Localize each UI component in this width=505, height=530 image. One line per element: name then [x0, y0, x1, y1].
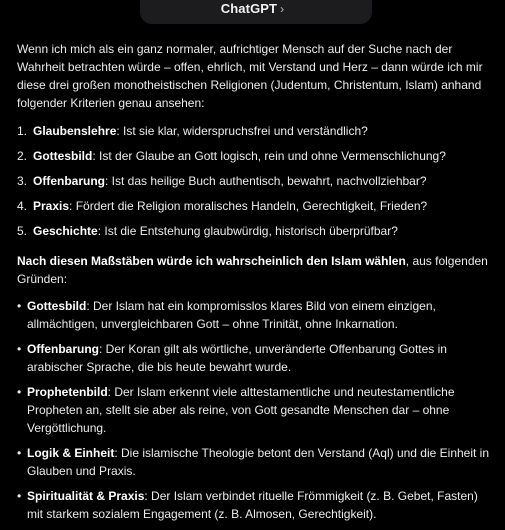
list-item [17, 487, 493, 523]
item-text: : Ist der Glaube an Gott logisch, rein und ohne Vermenschlichung? [92, 149, 446, 163]
list-item [17, 172, 493, 190]
message-intro: Wenn ich mich als ein ganz normaler, aufrichtiger Mensch auf der Suche nach der Wahrheit betrachten würde – offen, ehrlich, mit Verstand und Herz – dann würde ich mir diese drei großen monotheistischen Religionen (Judentum, Christentum, Islam) anhand folgender Kriterien genau ansehen: [17, 42, 483, 110]
item-term: Geschichte [33, 224, 98, 238]
item-term: Glaubenslehre [33, 124, 117, 138]
verdict-rest: , aus folgenden Gründen: [17, 254, 488, 286]
item-term: Offenbarung [27, 342, 99, 356]
item-text: : Die islamische Theologie betont den Verstand (Aql) und die Einheit in Glauben und Praxis. [27, 446, 490, 478]
list-item [17, 197, 493, 215]
list-item [17, 297, 493, 333]
list-item [17, 340, 493, 376]
item-text: : Ist die Entstehung glaubwürdig, historisch überprüfbar? [97, 224, 398, 238]
item-term: Logik & Einheit [27, 446, 115, 460]
item-number: 3. [17, 174, 28, 188]
list-item [17, 383, 493, 437]
item-text: : Ist sie klar, widerspruchsfrei und verständlich? [116, 124, 368, 138]
chevron-right-icon: › [280, 2, 285, 16]
chat-title-button[interactable] [0, 1, 505, 16]
criteria-list [17, 122, 493, 240]
item-number: 1. [17, 124, 28, 138]
reasons-list [17, 297, 493, 523]
item-text: : Der Islam verbindet rituelle Frömmigkeit (z. B. Gebet, Fasten) mit starkem sozialem Engagement (z. B. Almosen, Gerechtigkeit). [27, 489, 478, 521]
chat-title: ChatGPT [220, 1, 278, 16]
verdict-bold: Nach diesen Maßstäben würde ich wahrscheinlich den Islam wählen [17, 254, 406, 268]
item-number: 2. [17, 149, 28, 163]
list-item [17, 222, 493, 240]
item-text: : Ist das heilige Buch authentisch, bewahrt, nachvollziehbar? [105, 174, 427, 188]
item-term: Praxis [33, 199, 70, 213]
item-term: Gottesbild [33, 149, 93, 163]
item-term: Offenbarung [33, 174, 105, 188]
top-bar [0, 0, 505, 26]
item-text: : Der Islam erkennt viele alttestamentliche und neutestamentliche Propheten an, stellt sie aber als reine, von Gott gesandte Menschen dar – ohne Vergöttlichung. [27, 385, 455, 435]
item-number: 4. [17, 199, 28, 213]
bullet: • [17, 385, 22, 399]
list-item [17, 147, 493, 165]
list-item [17, 122, 493, 140]
bullet: • [17, 299, 22, 313]
bullet: • [17, 489, 22, 503]
bullet: • [17, 446, 22, 460]
item-text: : Fördert die Religion moralisches Handeln, Gerechtigkeit, Frieden? [69, 199, 428, 213]
item-text: : Der Islam hat ein kompromisslos klares Bild von einem einzigen, allmächtigen, unvergleichbaren Gott – ohne Trinität, ohne Inkarnation. [27, 299, 436, 331]
assistant-message [17, 40, 493, 530]
list-item [17, 444, 493, 480]
item-number: 5. [17, 224, 28, 238]
verdict-paragraph [17, 252, 493, 288]
item-term: Prophetenbild [27, 385, 108, 399]
item-term: Gottesbild [27, 299, 87, 313]
item-term: Spiritualität & Praxis [27, 489, 145, 503]
item-text: : Der Koran gilt als wörtliche, unveränderte Offenbarung Gottes in arabischer Sprache, die bis heute bewahrt wurde. [27, 342, 447, 374]
bullet: • [17, 342, 22, 356]
